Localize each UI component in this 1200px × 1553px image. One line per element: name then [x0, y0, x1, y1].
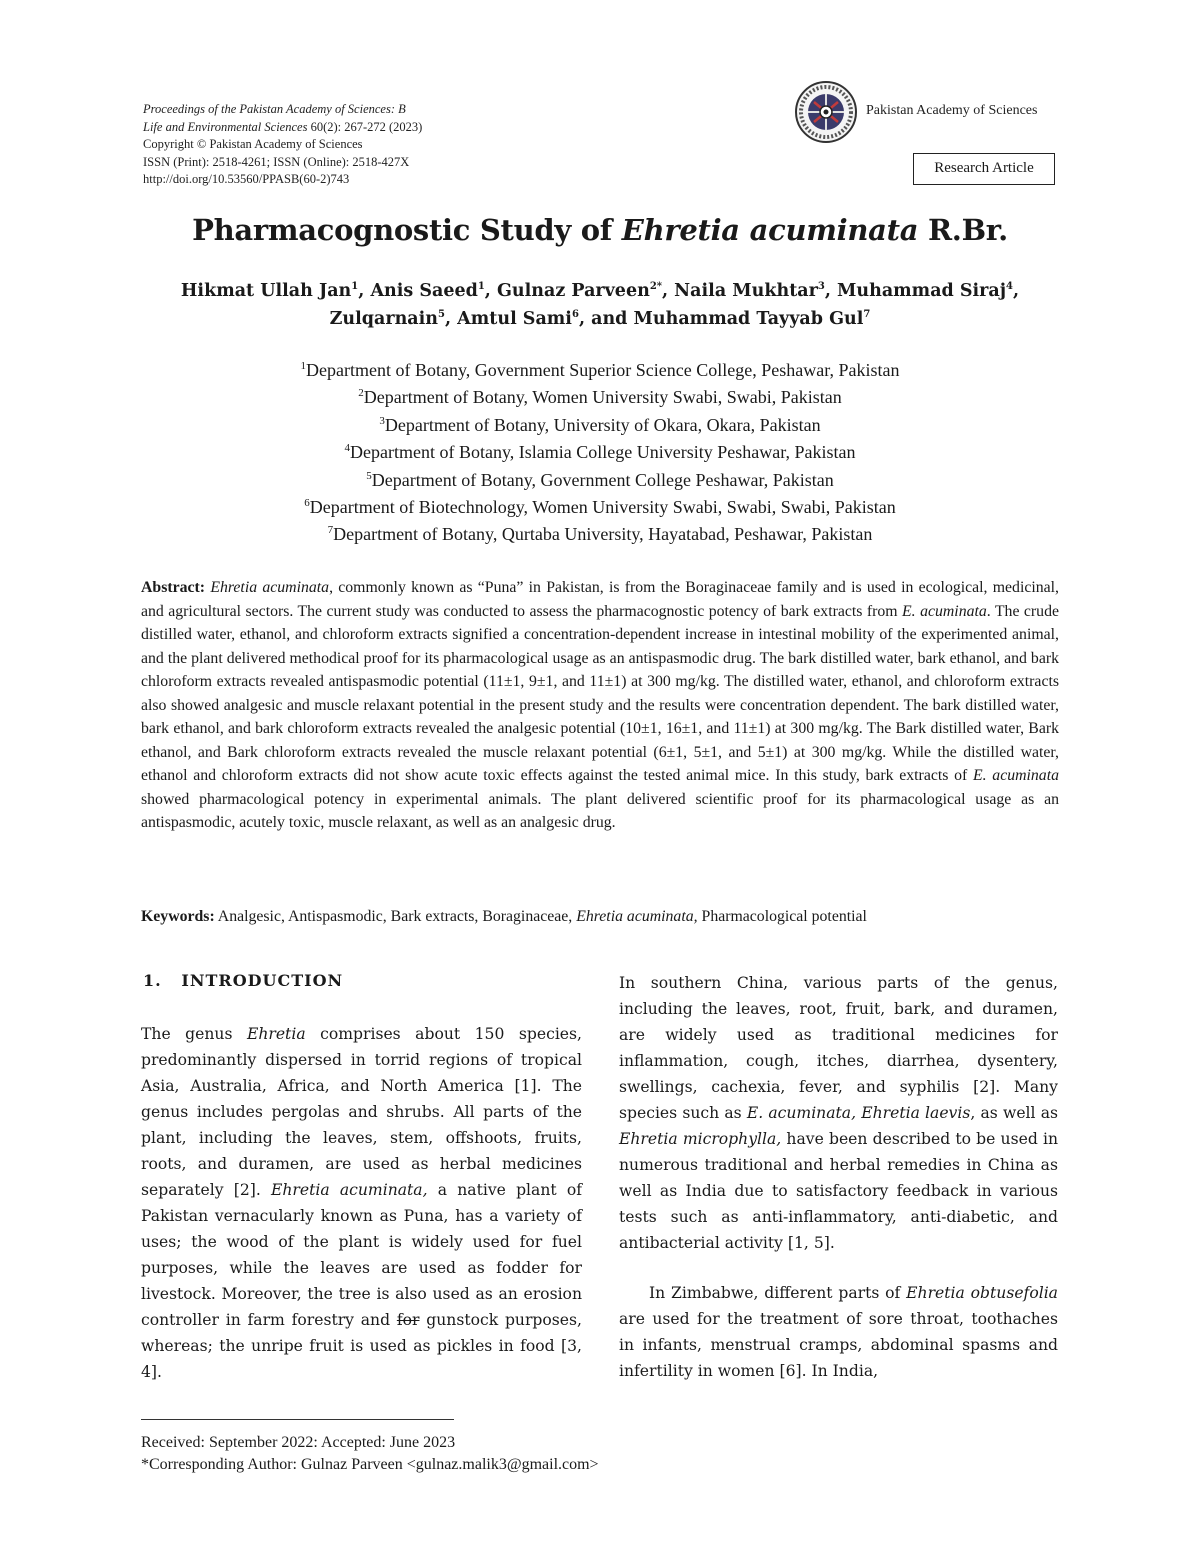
author-list	[100, 277, 1100, 333]
abstract-label: Abstract:	[141, 579, 206, 596]
affiliation-text: Department of Botany, Government Superior Science College, Peshawar, Pakistan	[306, 360, 900, 380]
affiliation	[100, 467, 1100, 494]
author-line-1	[100, 277, 1100, 305]
journal-series: Life and Environmental Sciences	[143, 119, 308, 134]
species-name: E. acuminata	[972, 767, 1059, 784]
author-affil: 3	[817, 281, 825, 293]
author-affil: 6	[571, 309, 579, 321]
struck-text: for	[396, 1311, 420, 1329]
body-text: a native plant of Pakistan vernacularly known as Puna, has a variety of uses; the wood of the plant is widely used for fuel purposes, while the leaves are used as fodder for livestock. Moreover, the tree is also used as an erosion controller in farm forestry and	[141, 1181, 582, 1329]
species-name: E. acuminata	[902, 602, 987, 620]
affiliation-text: Department of Botany, Government College Peshawar, Pakistan	[371, 469, 834, 490]
academy-logo-icon	[794, 80, 858, 144]
intro-column-right	[619, 970, 1058, 1384]
species-name: Ehretia	[246, 1025, 306, 1043]
copyright: Copyright © Pakistan Academy of Sciences	[143, 137, 363, 152]
body-text: comprises about 150 species, predominantly dispersed in torrid regions of tropical Asia, Australia, Africa, and North America [1]. The genus includes pergolas and shrubs. All parts of the plant, including the leaves, stem, offshoots, fruits, roots, and duramen, are used as herbal medicines separately [2].	[141, 1025, 582, 1199]
journal-volume	[143, 119, 703, 137]
author-affil: 5	[438, 309, 445, 321]
body-text: The genus	[141, 1025, 247, 1043]
author-name: , Anis Saeed	[358, 281, 478, 301]
corresponding-author[interactable]: *Corresponding Author: Gulnaz Parveen <gulnaz.malik3@gmail.com>	[141, 1456, 599, 1473]
section-heading: 1. INTRODUCTION	[143, 971, 344, 990]
species-name: Ehretia acuminata,	[271, 1181, 428, 1199]
author-name: , Amtul Sami	[444, 309, 572, 329]
abstract-text: . The crude distilled water, ethanol, and chloroform extracts signified a concentration-dependent increase in intestinal mobility of the experimented animal, and the plant delivered methodical proof for its pharmacological usage as an antispasmodic drug. The bark distilled water, bark ethanol, and bark chloroform extracts revealed antispasmodic potential (11±1, 9±1, and 11±1) at 300 mg/kg. The distilled water, ethanol, and chloroform extracts also showed analgesic and muscle relaxant potential in the present study and the results were concentration dependent. The bark distilled water, bark ethanol, and bark chloroform extracts revealed the analgesic potential (10±1, 16±1, and 11±1) at 300 mg/kg. The Bark distilled water, Bark ethanol, and Bark chloroform extracts revealed the muscle relaxant potential (6±1, 5±1, and 5±1) at 300 mg/kg. While the distilled water, ethanol and chloroform extracts did not show acute toxic effects against the tested animal mice. In this study, bark extracts of	[141, 602, 1059, 784]
species-name: Ehretia acuminata	[210, 579, 330, 596]
body-text: have been described to be used in numerous traditional and herbal remedies in China as well as India due to satisfactory feedback in various tests such as anti-inflammatory, anti-diabetic, and antibacterial activity [1, 5].	[619, 1130, 1059, 1252]
article-type-badge: Research Article	[913, 153, 1055, 185]
received-date: Received: September 2022: Accepted: June 2023	[141, 1434, 456, 1451]
keywords	[141, 905, 1059, 928]
affiliation-text: Department of Botany, Women University Swabi, Swabi, Pakistan	[363, 387, 842, 408]
keywords-label: Keywords:	[141, 908, 215, 925]
paragraph	[619, 1280, 1058, 1384]
affiliation-number: 3	[379, 414, 385, 427]
species-name: E. acuminata, Ehretia laevis	[746, 1104, 971, 1122]
title-species: Ehretia acuminata	[621, 213, 919, 247]
author-affil: 2*	[649, 281, 662, 293]
journal-info	[143, 101, 703, 189]
affiliation	[100, 412, 1100, 439]
body-text: , as well as	[970, 1104, 1058, 1122]
journal-name: Proceedings of the Pakistan Academy of Sciences: B	[143, 102, 406, 116]
affiliation-number: 7	[327, 524, 334, 537]
abstract	[141, 576, 1059, 835]
author-affil: 1	[477, 281, 485, 293]
issn: ISSN (Print): 2518-4261; ISSN (Online): 2518-427X	[143, 154, 410, 169]
species-name: Ehretia obtusefolia	[906, 1284, 1058, 1302]
keywords-text: Analgesic, Antispasmodic, Bark extracts, Boraginaceae,	[214, 908, 577, 925]
footnote-divider	[141, 1419, 454, 1420]
author-name: Zulqarnain	[329, 309, 439, 329]
affiliation-text: Department of Botany, University of Okara, Okara, Pakistan	[384, 414, 821, 435]
affiliation-number: 2	[358, 387, 364, 400]
author-name: , Gulnaz Parveen	[484, 281, 650, 301]
author-name: , Muhammad Siraj	[824, 281, 1007, 301]
author-separator: ,	[1013, 281, 1020, 301]
footnotes	[141, 1432, 599, 1476]
body-text: are used for the treatment of sore throat, toothaches in infants, menstrual cramps, abdominal spasms and infertility in women [6]. In India,	[619, 1310, 1058, 1380]
affiliation	[100, 384, 1100, 411]
affiliation	[100, 521, 1100, 548]
paper-title	[100, 213, 1100, 247]
affiliation-text: Department of Botany, Qurtaba University, Hayatabad, Peshawar, Pakistan	[333, 524, 873, 545]
affiliation-text: Department of Botany, Islamia College University Peshawar, Pakistan	[350, 442, 856, 463]
title-suffix: R.Br.	[918, 213, 1008, 247]
title-text: Pharmacognostic Study of	[192, 213, 622, 247]
affiliation-number: 5	[366, 469, 372, 482]
abstract-text: , commonly known as “Puna” in Pakistan, is from the Boraginaceae family and is used in ecological, medicinal, and agricultural sectors. The current study was conducted to assess the pharmacognostic potency of bark extracts from	[141, 579, 1059, 620]
paragraph	[619, 970, 1058, 1256]
keywords-text: Pharmacological potential	[697, 908, 867, 925]
author-name: , and Muhammad Tayyab Gul	[578, 309, 864, 329]
abstract-text: showed pharmacological potency in experimental animals. The plant delivered scientific proof for its pharmacological usage as an antispasmodic, acutely toxic, muscle relaxant, as well as an analgesic drug.	[141, 790, 1059, 831]
academy-name: Pakistan Academy of Sciences	[866, 103, 1038, 118]
affiliation	[100, 357, 1100, 384]
author-name: , Naila Mukhtar	[662, 281, 818, 301]
affiliation	[100, 439, 1100, 466]
author-affil: 4	[1006, 281, 1014, 293]
affiliation-number: 6	[304, 497, 310, 510]
author-name: Hikmat Ullah Jan	[180, 281, 352, 301]
affiliation-number: 4	[344, 442, 350, 455]
body-text: In southern China, various parts of the genus, including the leaves, root, fruit, bark, and duramen, are widely used as traditional medicines for inflammation, cough, itches, diarrhea, dysentery, swellings, cachexia, fever, and syphilis [2]. Many species such as	[619, 974, 1058, 1122]
author-affil: 1	[351, 281, 359, 293]
intro-column-left	[141, 1021, 582, 1385]
affiliation-list	[100, 357, 1100, 549]
doi-link[interactable]: http://doi.org/10.53560/PPASB(60-2)743	[143, 172, 350, 187]
affiliation-number: 1	[300, 360, 307, 372]
author-affil: 7	[863, 309, 871, 321]
species-name: Ehretia acuminata,	[576, 908, 698, 925]
author-line-2	[100, 305, 1100, 333]
affiliation-text: Department of Biotechnology, Women University Swabi, Swabi, Swabi, Pakistan	[309, 497, 896, 518]
body-text: In Zimbabwe, different parts of	[649, 1284, 907, 1302]
body-text: gunstock purposes, whereas; the unripe fruit is used as pickles in food [3, 4].	[141, 1311, 582, 1381]
species-name: Ehretia microphylla,	[619, 1130, 782, 1148]
journal-issue: 60(2): 267-272 (2023)	[307, 119, 423, 134]
affiliation	[100, 494, 1100, 521]
